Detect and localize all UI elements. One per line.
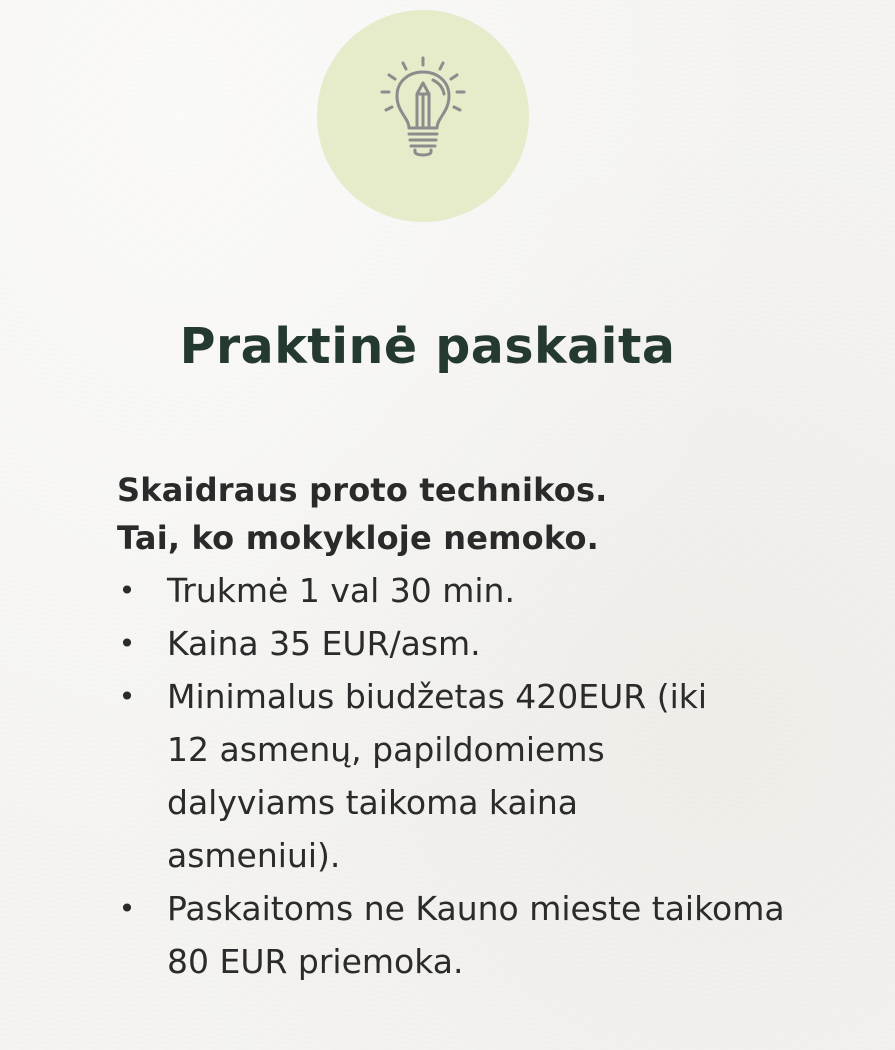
- list-item: [117, 882, 797, 988]
- list-item-text: Trukmė 1 val 30 min.: [167, 571, 515, 610]
- details-list: [117, 564, 817, 988]
- list-item-text: Kaina 35 EUR/asm.: [167, 624, 481, 663]
- list-item: [117, 564, 817, 617]
- subtitle-line: Skaidraus proto technikos.: [117, 471, 608, 509]
- list-item: [117, 617, 817, 670]
- icon-badge: [317, 10, 529, 222]
- list-item-text: Paskaitoms ne Kauno mieste taikoma 80 EUR priemoka.: [167, 889, 785, 981]
- bullet-icon: •: [118, 627, 136, 660]
- lightbulb-pencil-icon: [373, 52, 473, 172]
- list-item-text: Minimalus biudžetas 420EUR (iki 12 asmenų, papildomiems dalyviams taikoma kaina asmeniui).: [167, 677, 708, 875]
- list-item: [117, 670, 727, 882]
- content-block: [117, 466, 817, 988]
- subtitle-line: Tai, ko mokykloje nemoko.: [117, 519, 599, 557]
- bullet-icon: •: [118, 574, 136, 607]
- subtitle: [117, 466, 817, 562]
- bullet-icon: •: [118, 680, 136, 713]
- page-title: Praktinė paskaita: [179, 318, 676, 375]
- bullet-icon: •: [118, 892, 136, 925]
